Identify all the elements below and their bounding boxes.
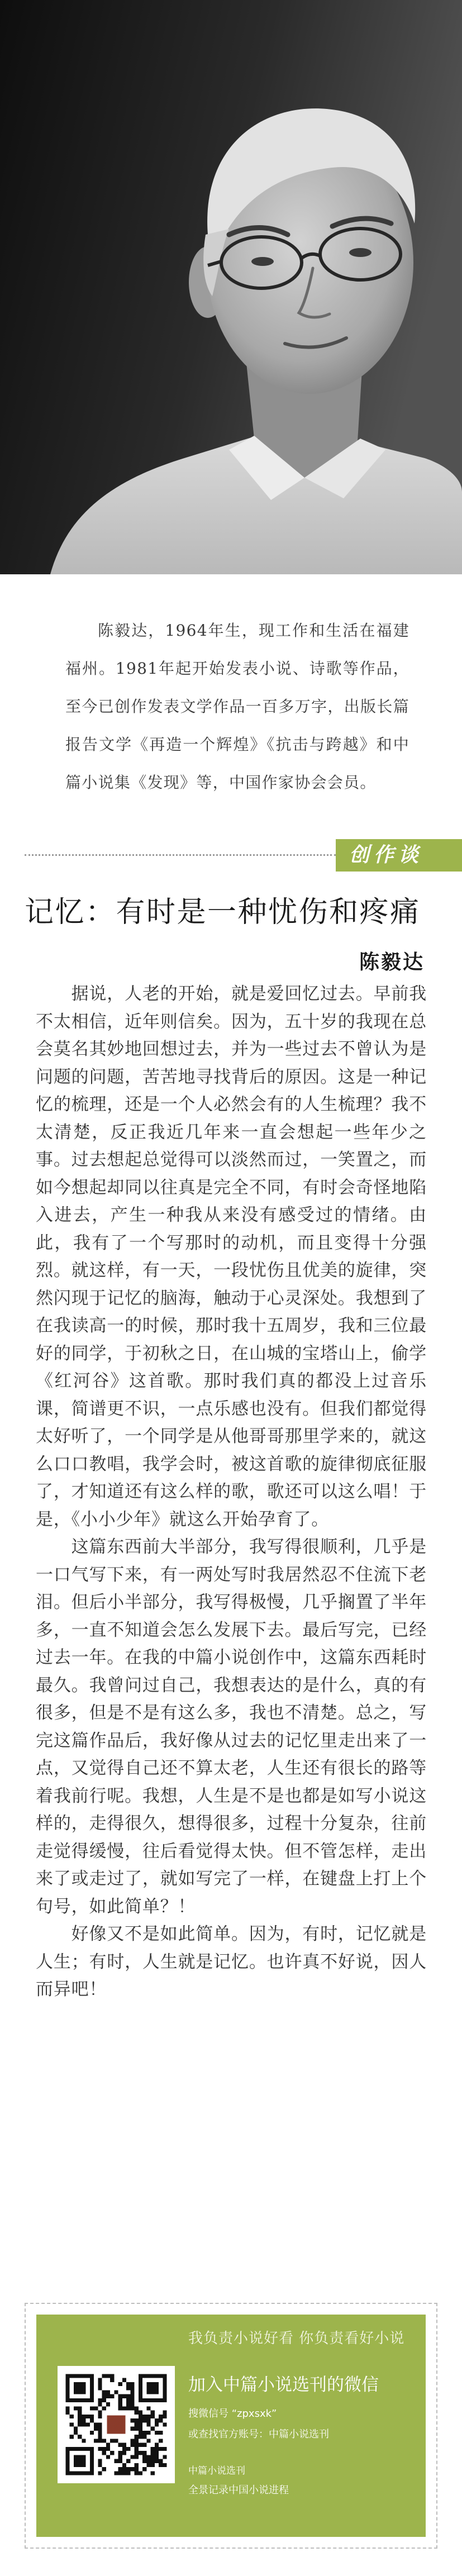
author-portrait bbox=[0, 0, 462, 574]
footer-wechat-id: 搜微信号 “zpxsxk” bbox=[188, 2408, 277, 2420]
qr-code-icon bbox=[58, 2366, 175, 2483]
author-bio: 陈毅达，1964年生，现工作和生活在福建福州。1981年起开始发表小说、诗歌等作品，至今已创作发表文学作品一百多万字，出版长篇报告文学《再造一个辉煌》《抗击与跨越》和中篇小说集《发现》等，中国作家协会会员。 bbox=[65, 621, 409, 792]
footer-brand-tagline: 全景记录中国小说进程 bbox=[188, 2484, 289, 2496]
article-paragraph: 据说，人老的开始，就是爱回忆过去。早前我不太相信，近年则信矣。因为，五十岁的我现在总会莫名其妙地回想过去，并为一些过去不曾认为是问题的问题，苦苦地寻找背后的原因。这是一种记忆的梳理，还是一个人必然会有的人生梳理？我不太清楚，反正我近几年来一直会想起一些年少之事。过去想起总觉得可以淡然而过，一笑置之，而如今想起却同以往真是完全不同，有时会奇怪地陷入进去，产生一种我从来没有感受过的情绪。由此，我有了一个写那时的动机，而且变得十分强烈。就这样，有一天，一段忧伤且优美的旋律，突然闪现于记忆的脑海，触动于心灵深处。我想到了在我读高一的时候，那时我十五周岁，我和三位最好的同学，于初秋之日，在山城的宝塔山上，偷学《红河谷》这首歌。那时我们真的都没上过音乐课，简谱更不识，一点乐感也没有。但我们都觉得太好听了，一个同学是从他哥哥那里学来的，就这么口口教唱，我学会时，被这首歌的旋律彻底征服了，才知道还有这么样的歌，歌还可以这么唱！于是，《小小少年》就这么开始孕育了。 bbox=[36, 984, 427, 1530]
footer-official-account: 或查找官方账号：中篇小说选刊 bbox=[188, 2429, 329, 2440]
article-paragraph: 这篇东西前大半部分，我写得很顺利，几乎是一口气写下来，有一两处写时我居然忍不住流下老泪。但后小半部分，我写得极慢，几乎搁置了半年多，一直不知道会怎么发展下去。最后写完，已经过去一年。在我的中篇小说创作中，这篇东西耗时最久。我曾问过自己，我想表达的是什么，真的有很多，但是不是有这么多，我也不清楚。总之，写完这篇作品后，我好像从过去的记忆里走出来了一点，又觉得自己还不算太老，人生还有很长的路等着我前行呢。我想，人生是不是也都是如写小说这样的，走得很久，想得很多，过程十分复杂，往前走觉得缓慢，往后看觉得太快。但不管怎样，走出来了或走过了，就如写完了一样，在键盘上打上个句号，如此简单？！ bbox=[36, 1537, 427, 1917]
article-title: 记忆：有时是一种忧伤和疼痛 bbox=[25, 896, 421, 929]
footer-promo-frame bbox=[25, 2303, 437, 2549]
footer-promo-card bbox=[36, 2315, 426, 2537]
article-author: 陈毅达 bbox=[359, 950, 425, 974]
footer-slogan: 我负责小说好看 你负责看好小说 bbox=[188, 2330, 405, 2347]
section-divider bbox=[25, 854, 336, 856]
qr-center-logo bbox=[107, 2415, 125, 2434]
qr-code bbox=[58, 2366, 175, 2483]
article-paragraph: 好像又不是如此简单。因为，有时，记忆就是人生；有时，人生就是记忆。也许真不好说，因人而异吧！ bbox=[36, 1924, 427, 1999]
section-label: 创作谈 bbox=[336, 839, 462, 872]
footer-brand-name: 中篇小说选刊 bbox=[188, 2465, 245, 2477]
footer-cta: 加入中篇小说选刊的微信 bbox=[188, 2375, 379, 2395]
article-body bbox=[36, 980, 427, 2004]
